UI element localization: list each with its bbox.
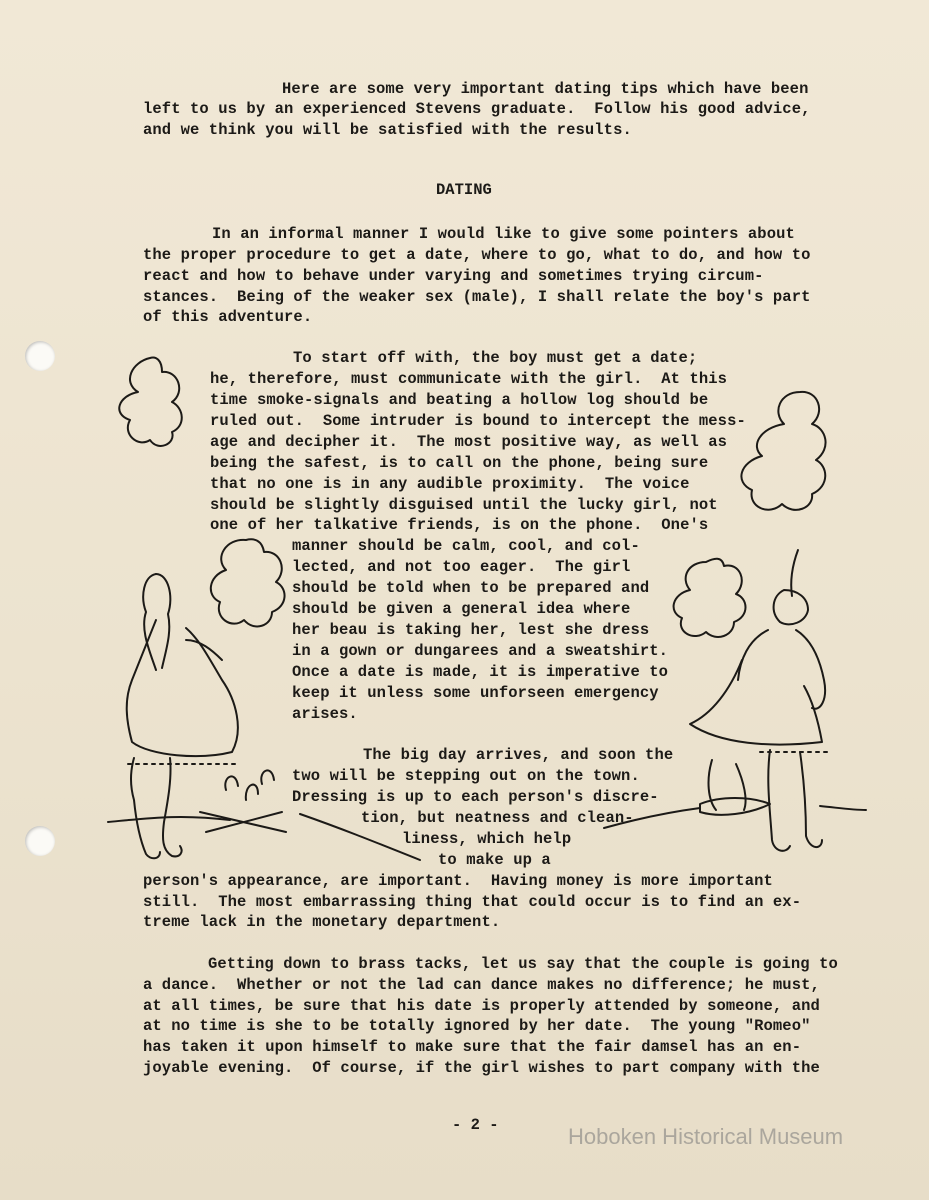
p3-line-2: two will be stepping out on the town.: [292, 767, 640, 785]
intro-line-2: left to us by an experienced Stevens graduate. Follow his good advice,: [143, 100, 811, 118]
intro-line-3: and we think you will be satisfied with the results.: [143, 121, 632, 139]
p2-line-14: her beau is taking her, lest she dress: [292, 621, 650, 639]
p3-line-3: Dressing is up to each person's discre-: [292, 788, 659, 806]
p3-line-7: person's appearance, are important. Having money is more important: [143, 872, 773, 890]
p4-line-2: a dance. Whether or not the lad can dance makes no difference; he must,: [143, 976, 820, 994]
ground-line-left: [108, 817, 230, 822]
p2-line-1: To start off with, the boy must get a date;: [293, 349, 698, 367]
boy-figure-icon: [690, 550, 830, 851]
p2-line-16: Once a date is made, it is imperative to: [292, 663, 669, 681]
p2-line-13: should be given a general idea where: [292, 600, 631, 618]
p1-line-1: In an informal manner I would like to give some pointers about: [212, 225, 795, 243]
p4-line-5: has taken it upon himself to make sure that the fair damsel has an en-: [143, 1038, 802, 1056]
p2-line-4: ruled out. Some intruder is bound to intercept the mess-: [210, 412, 746, 430]
section-heading: DATING: [436, 181, 492, 199]
intro-line-1: Here are some very important dating tips which have been: [282, 80, 809, 98]
p2-line-11: lected, and not too eager. The girl: [292, 558, 631, 576]
p3-line-9: treme lack in the monetary department.: [143, 913, 501, 931]
smoke-puff-right-lower-icon: [674, 559, 746, 637]
p2-line-9: one of her talkative friends, is on the phone. One's: [210, 516, 709, 534]
p3-line-4: tion, but neatness and clean-: [361, 809, 634, 827]
p4-line-1: Getting down to brass tacks, let us say that the couple is going to: [208, 955, 838, 973]
p4-line-3: at all times, be sure that his date is properly attended by someone, and: [143, 997, 820, 1015]
campfire-icon: [200, 770, 286, 832]
smoke-puff-center-icon: [211, 539, 285, 626]
p2-line-6: being the safest, is to call on the phone, being sure: [210, 454, 709, 472]
museum-watermark: Hoboken Historical Museum: [568, 1124, 844, 1149]
p4-line-6: joyable evening. Of course, if the girl wishes to part company with the: [143, 1059, 820, 1077]
ground-line-far-right: [820, 806, 866, 810]
smoke-puff-right-icon: [741, 392, 825, 510]
p2-line-5: age and decipher it. The most positive way, as well as: [210, 433, 728, 451]
smoke-puff-left-icon: [119, 358, 181, 446]
p3-line-5: liness, which help: [402, 830, 572, 848]
p2-line-8: should be slightly disguised until the lucky girl, not: [210, 496, 718, 514]
p2-line-7: that no one is in any audible proximity. The voice: [210, 475, 690, 493]
p3-line-6: to make up a: [438, 851, 551, 869]
p4-line-4: at no time is she to be totally ignored by her date. The young "Romeo": [143, 1017, 811, 1035]
p1-line-2: the proper procedure to get a date, where to go, what to do, and how to: [143, 246, 811, 264]
p3-line-8: still. The most embarrassing thing that could occur is to find an ex-: [143, 893, 802, 911]
page-number: - 2 -: [452, 1116, 499, 1134]
p2-line-2: he, therefore, must communicate with the girl. At this: [210, 370, 728, 388]
p2-line-12: should be told when to be prepared and: [292, 579, 650, 597]
p3-line-1: The big day arrives, and soon the: [363, 746, 674, 764]
p2-line-17: keep it unless some unforseen emergency: [292, 684, 659, 702]
p2-line-10: manner should be calm, cool, and col-: [292, 537, 640, 555]
p1-line-3: react and how to behave under varying and sometimes trying circum-: [143, 267, 764, 285]
p2-line-15: in a gown or dungarees and a sweatshirt.: [292, 642, 669, 660]
p2-line-3: time smoke-signals and beating a hollow log should be: [210, 391, 709, 409]
p1-line-5: of this adventure.: [143, 308, 313, 326]
p2-line-18: arises.: [292, 705, 358, 723]
p1-line-4: stances. Being of the weaker sex (male), I shall relate the boy's part: [143, 288, 811, 306]
